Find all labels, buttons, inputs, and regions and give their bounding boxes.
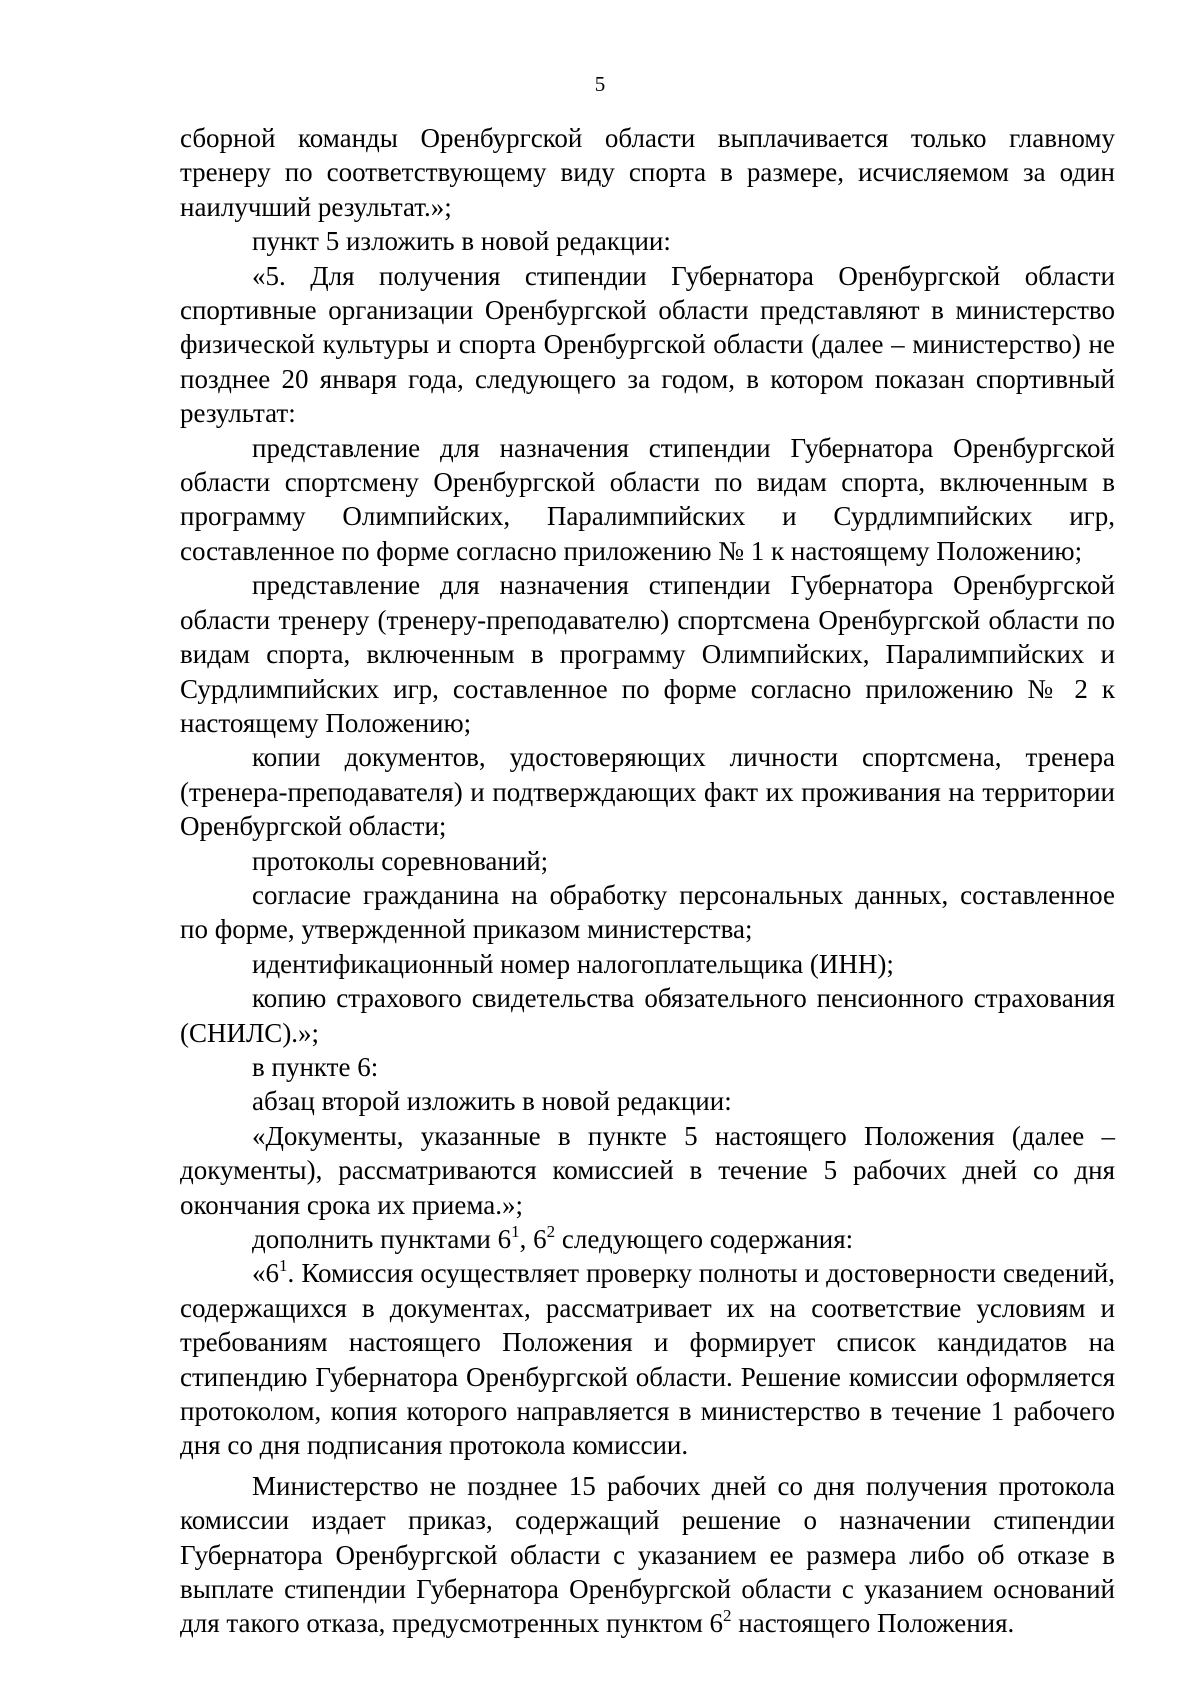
paragraph-identity-documents: копии документов, удостоверяющих личности спортсмена, тренера (тренера-преподавателя) и подтверждающих факт их проживания на территории Оренбургской области; (180, 742, 1115, 842)
ministry-suffix: настоящего Положения. (731, 1608, 1015, 1639)
paragraph-point-5: «5. Для получения стипендии Губернатора Оренбургской области спортивные организации Оренбургской области представляют в министерство физической культуры и спорта Оренбургской области (далее – министерство) не позднее 20 января года, следующего за годом, в котором показан спортивный результат: (180, 260, 1115, 429)
superscript: 1 (511, 1222, 520, 1241)
item-6-1-text: . Комиссия осуществляет проверку полноты и достоверности сведений, содержащихся в документах, рассматривает их на соответствие условиям и требованиям настоящего Положения и формирует список кандидатов на стипендию Губернатора Оренбургской области. Решение комиссии оформляется протоколом, копия которого направляется в министерство в течение 1 рабочего дня со дня подписания протокола комиссии. (180, 1258, 1115, 1461)
page-number: 5 (594, 72, 606, 96)
superscript: 2 (723, 1606, 732, 1626)
paragraph-protocols: протоколы соревнований; (252, 845, 549, 876)
supplement-comma: , 6 (519, 1224, 547, 1254)
paragraph-amend-point-5: пункт 5 изложить в новой редакции: (252, 226, 671, 257)
paragraph-documents-review: «Документы, указанные в пункте 5 настоящего Положения (далее – документы), рассматриваются комиссией в течение 5 рабочих дней со дня окончания срока их приема.»; (180, 1120, 1115, 1220)
paragraph-item-6-1 (180, 1256, 1115, 1462)
supplement-prefix: дополнить пунктами 6 (252, 1224, 512, 1254)
supplement-suffix: следующего содержания: (555, 1224, 854, 1254)
paragraph-second-subparagraph: абзац второй изложить в новой редакции: (252, 1086, 732, 1117)
paragraph-coach-submission: представление для назначения стипендии Губернатора Оренбургской области тренеру (тренеру-преподавателю) спортсмена Оренбургской области по видам спорта, включенным в программу Олимпийских, Паралимпийских и Сурдлимпийских игр, составленное по форме согласно приложению № 2 к настоящему Положению; (180, 570, 1115, 738)
ministry-text: Министерство не позднее 15 рабочих дней со дня получения протокола комиссии издает приказ, содержащий решение о назначении стипендии Губернатора Оренбургской области с указанием ее размера либо об отказе в выплате стипендии Губернатора Оренбургской области с указанием оснований для такого отказа, предусмотренных пунктом 6 (180, 1470, 1115, 1639)
item-6-1-prefix: «6 (252, 1258, 279, 1289)
paragraph-supplement (180, 1222, 1115, 1256)
paragraph-point-6: в пункте 6: (252, 1051, 379, 1082)
superscript: 2 (546, 1222, 556, 1241)
paragraph-ministry-order (180, 1469, 1115, 1641)
document-body (180, 121, 1115, 1641)
paragraph-continuation: сборной команды Оренбургской области выплачивается только главному тренеру по соответствующему виду спорта в размере, исчисляемом за один наилучший результат.»; (180, 123, 1115, 222)
paragraph-consent: согласие гражданина на обработку персональных данных, составленное по форме, утвержденной приказом министерства; (180, 879, 1115, 945)
superscript: 1 (279, 1256, 288, 1276)
paragraph-snils: копию страхового свидетельства обязательного пенсионного страхования (СНИЛС).»; (180, 983, 1115, 1048)
paragraph-athlete-submission: представление для назначения стипендии Губернатора Оренбургской области спортсмену Оренбургской области по видам спорта, включенным в программу Олимпийских, Паралимпийских и Сурдлимпийских игр, составленное по форме согласно приложению № 1 к настоящему Положению; (180, 432, 1115, 566)
paragraph-inn: идентификационный номер налогоплательщика (ИНН); (252, 948, 894, 979)
